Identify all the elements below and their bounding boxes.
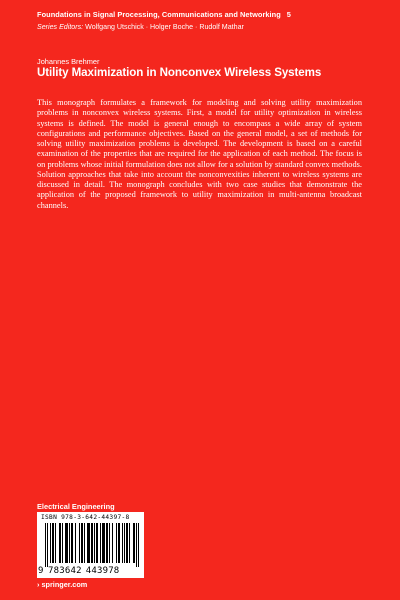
- series-name: Foundations in Signal Processing, Communications and Networking: [37, 10, 281, 19]
- barcode-bar: [79, 523, 80, 563]
- barcode-bars: [41, 523, 140, 567]
- barcode-bar: [133, 523, 135, 563]
- barcode-bar: [84, 523, 85, 563]
- barcode-bar: [71, 523, 73, 563]
- series-block: [37, 10, 377, 31]
- barcode-bar: [75, 523, 76, 563]
- barcode-bar: [109, 523, 110, 563]
- barcode-bar: [112, 523, 113, 563]
- book-title: Utility Maximization in Nonconvex Wireless Systems: [37, 66, 322, 79]
- barcode-digit-group-right: 443978: [85, 566, 120, 576]
- series-editors: Wolfgang Utschick · Holger Boche · Rudolf Mathar: [85, 23, 244, 31]
- barcode-bar: [126, 523, 128, 563]
- series-heading: [37, 10, 377, 19]
- barcode-guard-bar: [45, 523, 46, 567]
- barcode-bar: [118, 523, 120, 563]
- barcode-bar: [52, 523, 54, 563]
- barcode-digits: [37, 566, 144, 576]
- barcode-bar: [116, 523, 117, 563]
- barcode-bar: [55, 523, 56, 563]
- series-editors-label: Series Editors:: [37, 23, 84, 31]
- author-name: Johannes Brehmer: [37, 57, 100, 66]
- barcode-bar: [50, 523, 51, 563]
- isbn-barcode: [37, 512, 144, 578]
- series-editors-line: [37, 23, 377, 31]
- barcode-bar: [87, 523, 90, 563]
- barcode-bar: [122, 523, 123, 563]
- barcode-digit-group-left: 783642: [48, 566, 82, 576]
- publisher-website: › springer.com: [37, 580, 88, 589]
- barcode-bar: [102, 523, 105, 563]
- barcode-bar: [106, 523, 108, 563]
- barcode-bar: [96, 523, 98, 563]
- barcode-digit-first: 9: [38, 566, 44, 576]
- isbn-text: ISBN 978-3-642-44397-8: [41, 514, 130, 521]
- barcode-bar: [91, 523, 93, 563]
- barcode-guard-bar: [47, 523, 48, 567]
- subject-category: Electrical Engineering: [37, 502, 115, 511]
- barcode-bar: [129, 523, 130, 563]
- barcode-bar: [59, 523, 61, 563]
- barcode-bar: [69, 523, 70, 563]
- barcode-bar: [124, 523, 125, 563]
- barcode-bar: [65, 523, 68, 563]
- barcode-guard-bar: [136, 523, 137, 567]
- barcode-bar: [100, 523, 101, 563]
- barcode-guard-bar: [138, 523, 139, 567]
- barcode-bar: [62, 523, 63, 563]
- abstract-text: This monograph formulates a framework for modeling and solving utility maximization problems in nonconvex wireless systems. First, a model for utility optimization in wireless systems is defined. The model is general enough to encompass a wide array of system configurations and performance objectives. Based on the general model, a set of methods for solving utility maximization problems is developed. The development is based on a careful examination of the properties that are required for the application of each method. The focus is on problems whose initial formulation does not allow for a solution by standard convex methods. Solution approaches that take into account the nonconvexities inherent to wireless systems are discussed in detail. The monograph concludes with two case studies that demonstrate the application of the proposed framework to utility maximization in multi-antenna broadcast channels.: [37, 98, 362, 210]
- barcode-bar: [81, 523, 83, 563]
- series-number: 5: [286, 10, 291, 19]
- barcode-bar: [94, 523, 95, 563]
